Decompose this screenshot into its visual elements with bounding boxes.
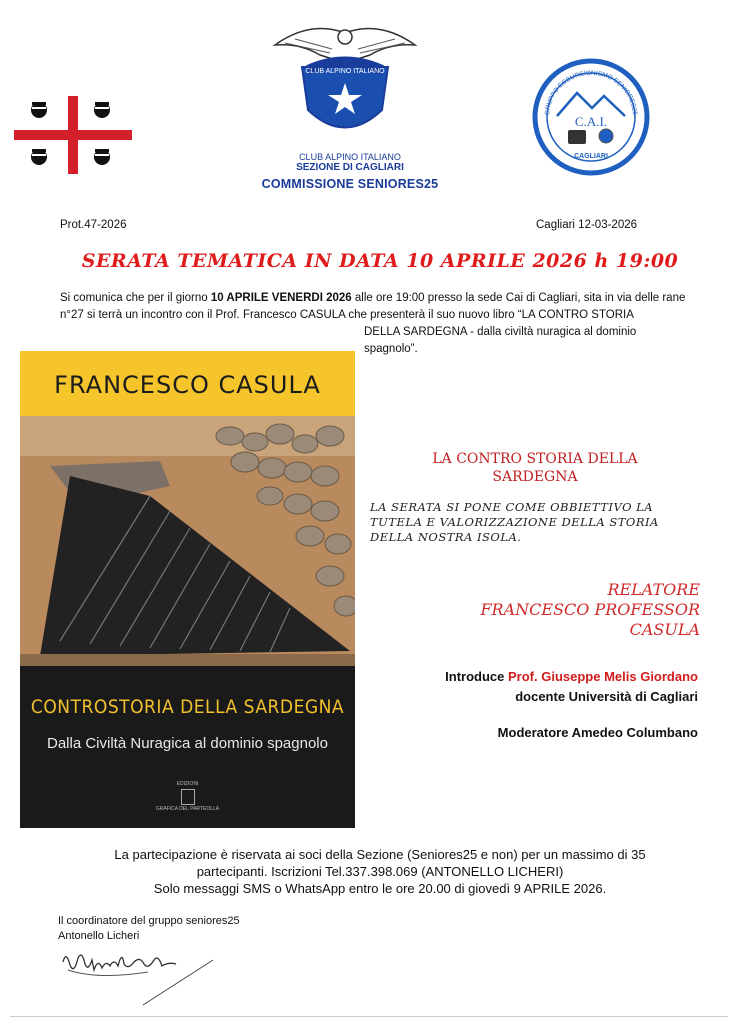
- seniores-group-logo: [532, 58, 650, 176]
- speaker-name-2: CASULA: [629, 620, 700, 639]
- page-divider: [10, 1016, 728, 1017]
- publisher-top: EDIZIONI: [176, 781, 199, 787]
- introducer-block: [380, 667, 698, 707]
- sardinia-flag-icon: [14, 96, 132, 174]
- note-line-3: Solo messaggi SMS o WhatsApp entro le ore 20.00 di giovedì 9 APRILE 2026.: [153, 881, 607, 896]
- speaker-block: [440, 580, 700, 640]
- introducer-name: Prof. Giuseppe Melis Giordano: [508, 669, 698, 684]
- section-text: LA SERATA SI PONE COME OBBIETTIVO LA TUTELA E VALORIZZAZIONE DELLA STORIA DELLA NOSTRA ISOLA.: [370, 500, 659, 544]
- participation-note: [50, 846, 710, 897]
- intro-prefix: Si comunica che per il giorno: [60, 292, 211, 304]
- book-title: CONTROSTORIA DELLA SARDEGNA: [30, 696, 345, 718]
- cai-eagle-logo: [270, 15, 420, 155]
- club-name: CLUB ALPINO ITALIANO: [299, 152, 401, 162]
- coordinator-name: Antonello Licheri: [58, 930, 140, 942]
- introducer-role: docente Università di Cagliari: [515, 689, 698, 704]
- section-name: SEZIONE DI CAGLIARI: [296, 162, 404, 173]
- event-title: SERATA TEMATICA IN DATA 10 APRILE 2026 h 19:00: [81, 250, 679, 272]
- book-cover: [20, 351, 355, 828]
- signature-image: [58, 940, 218, 1010]
- speaker-label: RELATORE: [607, 580, 700, 599]
- book-author: FRANCESCO CASULA: [54, 371, 321, 399]
- place-date: Cagliari 12-03-2026: [536, 219, 638, 231]
- speaker-name-1: FRANCESCO PROFESSOR: [480, 600, 700, 619]
- commission-title: COMMISSIONE SENIORES25: [261, 177, 439, 191]
- intro-paragraph: [60, 290, 700, 324]
- note-line-2: partecipanti. Iscrizioni Tel.337.398.069 (ANTONELLO LICHERI): [196, 864, 564, 879]
- protocol-number: Prot.47-2026: [60, 219, 127, 231]
- publisher-icon: [181, 789, 195, 805]
- book-subtitle: Dalla Civiltà Nuragica al dominio spagnolo: [47, 735, 328, 752]
- round-logo-bottom: CAGLIARI: [574, 153, 608, 160]
- coordinator-role: Il coordinatore del gruppo seniores25: [58, 915, 240, 927]
- round-logo-center: C.A.I.: [574, 114, 608, 129]
- section-title: LA CONTRO STORIA DELLA SARDEGNA: [432, 451, 638, 485]
- logo-ring-text: CLUB ALPINO ITALIANO: [305, 68, 385, 75]
- intro-date: 10 APRILE VENERDI 2026: [210, 292, 352, 304]
- moderator: Moderatore Amedeo Columbano: [497, 725, 698, 740]
- publisher-name: GRAFICA DEL PARTEOLLA: [155, 806, 220, 812]
- intro-end: DELLA SARDEGNA - dalla civiltà nuragica al dominio spagnolo”.: [364, 326, 637, 355]
- nuraghe-photo: [20, 416, 355, 666]
- note-line-1: La partecipazione è riservata ai soci della Sezione (Seniores25 e non) per un massimo di 35: [114, 847, 646, 862]
- introducer-prefix: Introduce: [445, 669, 509, 684]
- round-logo-ring-text: GRUPPO ESCURSIONISMO SENIORES25: [543, 69, 638, 116]
- intro-rest: alle ore 19:00 presso la sede Cai di Cagliari, sita in via delle rane n°27 si terrà un incontro con il Prof. Francesco CASULA che presenterà il suo nuovo libro “LA CONTRO STORIA: [60, 292, 686, 321]
